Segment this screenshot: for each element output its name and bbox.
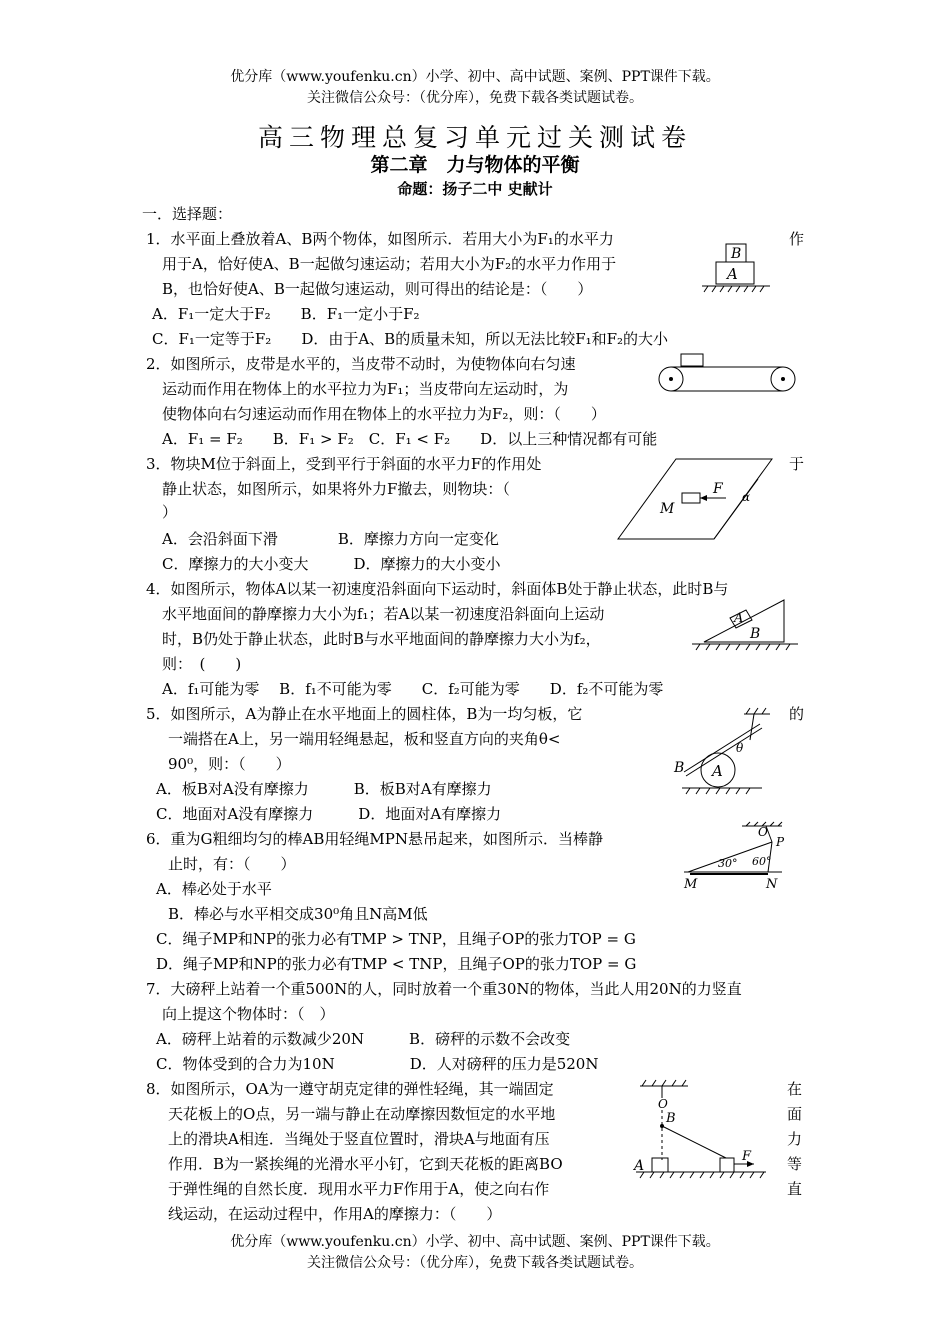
q4-figure xyxy=(690,598,800,658)
q7-line-2: 向上提这个物体时：（ ） xyxy=(162,1005,335,1023)
q6-option-a: A．棒必处于水平 xyxy=(156,880,272,898)
footer-line-1: 优分库（www.youfenku.cn）小学、初中、高中试题、案例、PPT课件下载。 xyxy=(230,1234,720,1250)
q4-line-2: 水平地面间的静摩擦力大小为f₁；若A以某一初速度沿斜面向上运动 xyxy=(162,605,605,623)
q1-line-1: 1．水平面上叠放着A、B两个物体，如图所示．若用大小为F₁的水平力 xyxy=(146,230,614,248)
author-line: 命题：扬子二中 史献计 xyxy=(397,180,553,198)
q1-label-b: B xyxy=(731,246,742,262)
q6-label-m: M xyxy=(684,877,698,892)
q2-figure xyxy=(657,352,797,392)
q3-label-m: M xyxy=(660,501,675,517)
q3-line-2: 静止状态，如图所示，如果将外力F撤去，则物块：（ xyxy=(162,480,510,498)
q7-options-ab: A．磅秤上站着的示数减少20N B．磅秤的示数不会改变 xyxy=(156,1030,571,1048)
q8-right-1: 在 xyxy=(787,1080,803,1098)
q6-label-n: N xyxy=(766,877,778,892)
q8-label-f: F xyxy=(742,1149,752,1164)
header-line-2: 关注微信公众号：（优分库），免费下载各类试题试卷。 xyxy=(307,90,643,106)
q6-label-30: 30° xyxy=(718,857,738,870)
q1-line-2: 用于A，恰好使A、B一起做匀速运动；若用大小为F₂的水平力作用于 xyxy=(162,255,617,273)
q8-right-4: 等 xyxy=(787,1155,803,1173)
q3-options-ab: A．会沿斜面下滑 B．摩擦力方向一定变化 xyxy=(162,530,499,548)
q8-line-3: 上的滑块A相连．当绳处于竖直位置时，滑块A与地面有压 xyxy=(168,1130,550,1148)
q1-line-1-right: 作 xyxy=(789,230,805,248)
q5-label-a: A xyxy=(712,762,723,780)
q3-options-cd: C．摩擦力的大小变大 D．摩擦力的大小变小 xyxy=(162,555,501,573)
q3-label-f: F xyxy=(713,481,723,497)
q1-line-3: B，也恰好使A、B一起做匀速运动，则可得出的结论是：（ ） xyxy=(162,280,593,298)
q6-option-c: C．绳子MP和NP的张力必有TMP > TNP，且绳子OP的张力TOP = G xyxy=(156,930,636,948)
q4-label-b: B xyxy=(750,626,761,642)
q6-label-60: 60° xyxy=(752,855,772,868)
chapter-title: 第二章 力与物体的平衡 xyxy=(370,154,580,176)
q8-label-o: O xyxy=(658,1097,668,1111)
q6-label-o: O xyxy=(758,825,768,839)
q6-label-p: P xyxy=(776,835,785,849)
q5-label-b: B xyxy=(674,760,685,776)
q6-figure xyxy=(682,822,792,892)
q1-options-cd: C．F₁一定等于F₂ D．由于A、B的质量未知，所以无法比较F₁和F₂的大小 xyxy=(152,330,669,348)
q8-right-2: 面 xyxy=(787,1105,803,1123)
q8-line-2: 天花板上的O点，另一端与静止在动摩擦因数恒定的水平地 xyxy=(168,1105,556,1123)
q8-line-6: 线运动，在运动过程中，作用A的摩擦力：（ ） xyxy=(168,1205,502,1223)
q2-options: A．F₁ = F₂ B．F₁ > F₂ C．F₁ < F₂ D．以上三种情况都有可能 xyxy=(162,430,658,448)
q4-label-a: A xyxy=(734,611,744,626)
q5-line-1-right: 的 xyxy=(789,705,805,723)
q2-line-3: 使物体向右匀速运动而作用在物体上的水平拉力为F₂，则：（ ） xyxy=(162,405,606,423)
q6-option-d: D．绳子MP和NP的张力必有TMP < TNP，且绳子OP的张力TOP = G xyxy=(156,955,637,973)
footer-line-2: 关注微信公众号：（优分库），免费下载各类试题试卷。 xyxy=(307,1255,643,1271)
q4-options: A．f₁可能为零 B．f₁不可能为零 C．f₂可能为零 D．f₂不可能为零 xyxy=(162,680,664,698)
q3-label-alpha: α xyxy=(742,490,751,504)
q5-figure xyxy=(674,708,774,798)
q8-line-5: 于弹性绳的自然长度．现用水平力F作用于A，使之向右作 xyxy=(168,1180,550,1198)
q6-line-2: 止时，有：（ ） xyxy=(168,855,296,873)
q8-figure xyxy=(632,1080,772,1185)
q8-label-a: A xyxy=(634,1158,645,1174)
q5-line-1: 5．如图所示，A为静止在水平地面上的圆柱体，B为一均匀板，它 xyxy=(146,705,583,723)
q1-label-a: A xyxy=(727,265,738,283)
q4-line-4: 则： ( ) xyxy=(162,655,242,673)
q8-right-5: 直 xyxy=(787,1180,803,1198)
q3-line-1: 3．物块M位于斜面上，受到平行于斜面的水平力F的作用处 xyxy=(146,455,542,473)
q6-line-1: 6．重为G粗细均匀的棒AB用轻绳MPN悬吊起来，如图所示．当棒静 xyxy=(146,830,603,848)
q1-options-ab: A．F₁一定大于F₂ B．F₁一定小于F₂ xyxy=(152,305,420,323)
q4-line-3: 时，B仍处于静止状态，此时B与水平地面间的静摩擦力大小为f₂， xyxy=(162,630,601,648)
q3-line-1-right: 于 xyxy=(789,455,805,473)
q6-option-b: B．棒必与水平相交成30⁰角且N高M低 xyxy=(168,905,428,923)
q7-options-cd: C．物体受到的合力为10N D．人对磅秤的压力是520N xyxy=(156,1055,599,1073)
q3-figure xyxy=(618,455,788,545)
q2-line-1: 2．如图所示，皮带是水平的，当皮带不动时，为使物体向右匀速 xyxy=(146,355,576,373)
q7-line-1: 7．大磅秤上站着一个重500N的人，同时放着一个重30N的物体，当此人用20N的力竖直 xyxy=(146,980,742,998)
section-heading: 一．选择题： xyxy=(142,205,233,223)
q3-line-3: ） xyxy=(162,503,178,521)
page-title: 高三物理总复习单元过关测试卷 xyxy=(257,123,692,152)
q8-right-3: 力 xyxy=(787,1130,803,1148)
q5-line-3: 90⁰，则：（ ） xyxy=(168,755,291,773)
q5-label-theta: θ xyxy=(736,741,744,755)
q8-line-4: 作用．B为一紧挨绳的光滑水平小钉，它到天花板的距离BO xyxy=(168,1155,563,1173)
q8-line-1: 8．如图所示，OA为一遵守胡克定律的弹性轻绳，其一端固定 xyxy=(146,1080,554,1098)
q2-line-2: 运动而作用在物体上的水平拉力为F₁；当皮带向左运动时，为 xyxy=(162,380,569,398)
q4-line-1: 4．如图所示，物体A以某一初速度沿斜面向下运动时，斜面体B处于静止状态，此时B与 xyxy=(146,580,729,598)
q5-options-cd: C．地面对A没有摩擦力 D．地面对A有摩擦力 xyxy=(156,805,502,823)
header-line-1: 优分库（www.youfenku.cn）小学、初中、高中试题、案例、PPT课件下载。 xyxy=(230,69,720,85)
q8-label-b: B xyxy=(666,1111,676,1126)
q1-figure xyxy=(698,240,778,300)
q5-line-2: 一端搭在A上，另一端用轻绳悬起，板和竖直方向的夹角θ< xyxy=(168,730,561,748)
q5-options-ab: A．板B对A没有摩擦力 B．板B对A有摩擦力 xyxy=(156,780,492,798)
